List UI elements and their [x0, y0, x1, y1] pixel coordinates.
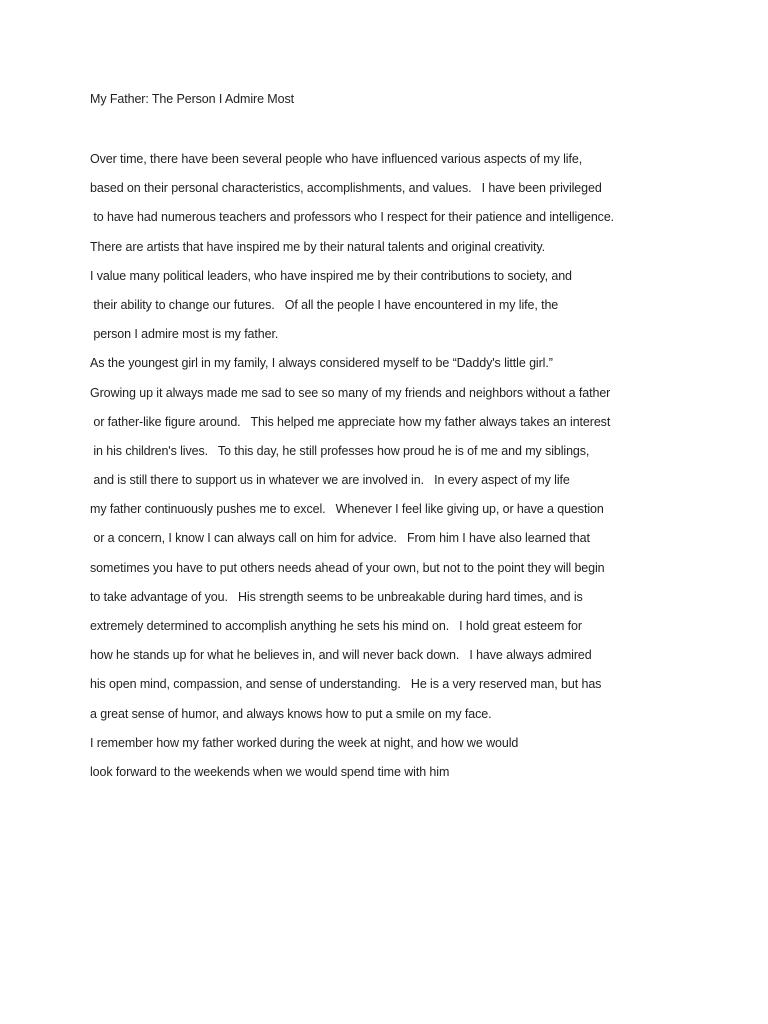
body-line: his open mind, compassion, and sense of understanding. He is a very reserved man, but has — [90, 677, 602, 692]
document-body — [90, 150, 750, 792]
body-line: I remember how my father worked during the week at night, and how we would — [90, 735, 519, 750]
body-line: Growing up it always made me sad to see so many of my friends and neighbors without a father — [90, 385, 611, 400]
body-line: look forward to the weekends when we would spend time with him — [90, 764, 450, 779]
body-line: extremely determined to accomplish anything he sets his mind on. I hold great esteem for — [90, 619, 582, 633]
body-line: a great sense of humor, and always knows how to put a smile on my face. — [90, 706, 492, 721]
body-line: There are artists that have inspired me by their natural talents and original creativity. — [90, 239, 545, 254]
body-line: and is still there to support us in whatever we are involved in. In every aspect of my life — [90, 473, 570, 488]
body-line: their ability to change our futures. Of all the people I have encountered in my life, the — [90, 297, 559, 312]
body-line: my father continuously pushes me to excel. Whenever I feel like giving up, or have a question — [90, 502, 604, 517]
body-line: I value many political leaders, who have inspired me by their contributions to society, and — [90, 268, 572, 283]
body-line: or a concern, I know I can always call on him for advice. From him I have also learned that — [90, 531, 590, 546]
document-title: My Father: The Person I Admire Most — [90, 92, 294, 106]
body-line: Over time, there have been several people who have influenced various aspects of my life, — [90, 152, 583, 166]
body-line: As the youngest girl in my family, I always considered myself to be “Daddy's little girl.” — [90, 356, 553, 371]
body-line: person I admire most is my father. — [90, 327, 279, 342]
body-line: how he stands up for what he believes in, and will never back down. I have always admired — [90, 648, 592, 663]
body-line: in his children's lives. To this day, he still professes how proud he is of me and my siblings, — [90, 443, 590, 458]
body-line: to have had numerous teachers and professors who I respect for their patience and intelligence. — [90, 210, 615, 225]
body-line: to take advantage of you. His strength seems to be unbreakable during hard times, and is — [90, 589, 583, 604]
body-line: or father-like figure around. This helped me appreciate how my father always takes an interest — [90, 414, 611, 429]
body-line: sometimes you have to put others needs ahead of your own, but not to the point they will begin — [90, 560, 605, 575]
body-line: based on their personal characteristics, accomplishments, and values. I have been privileged — [90, 181, 602, 196]
